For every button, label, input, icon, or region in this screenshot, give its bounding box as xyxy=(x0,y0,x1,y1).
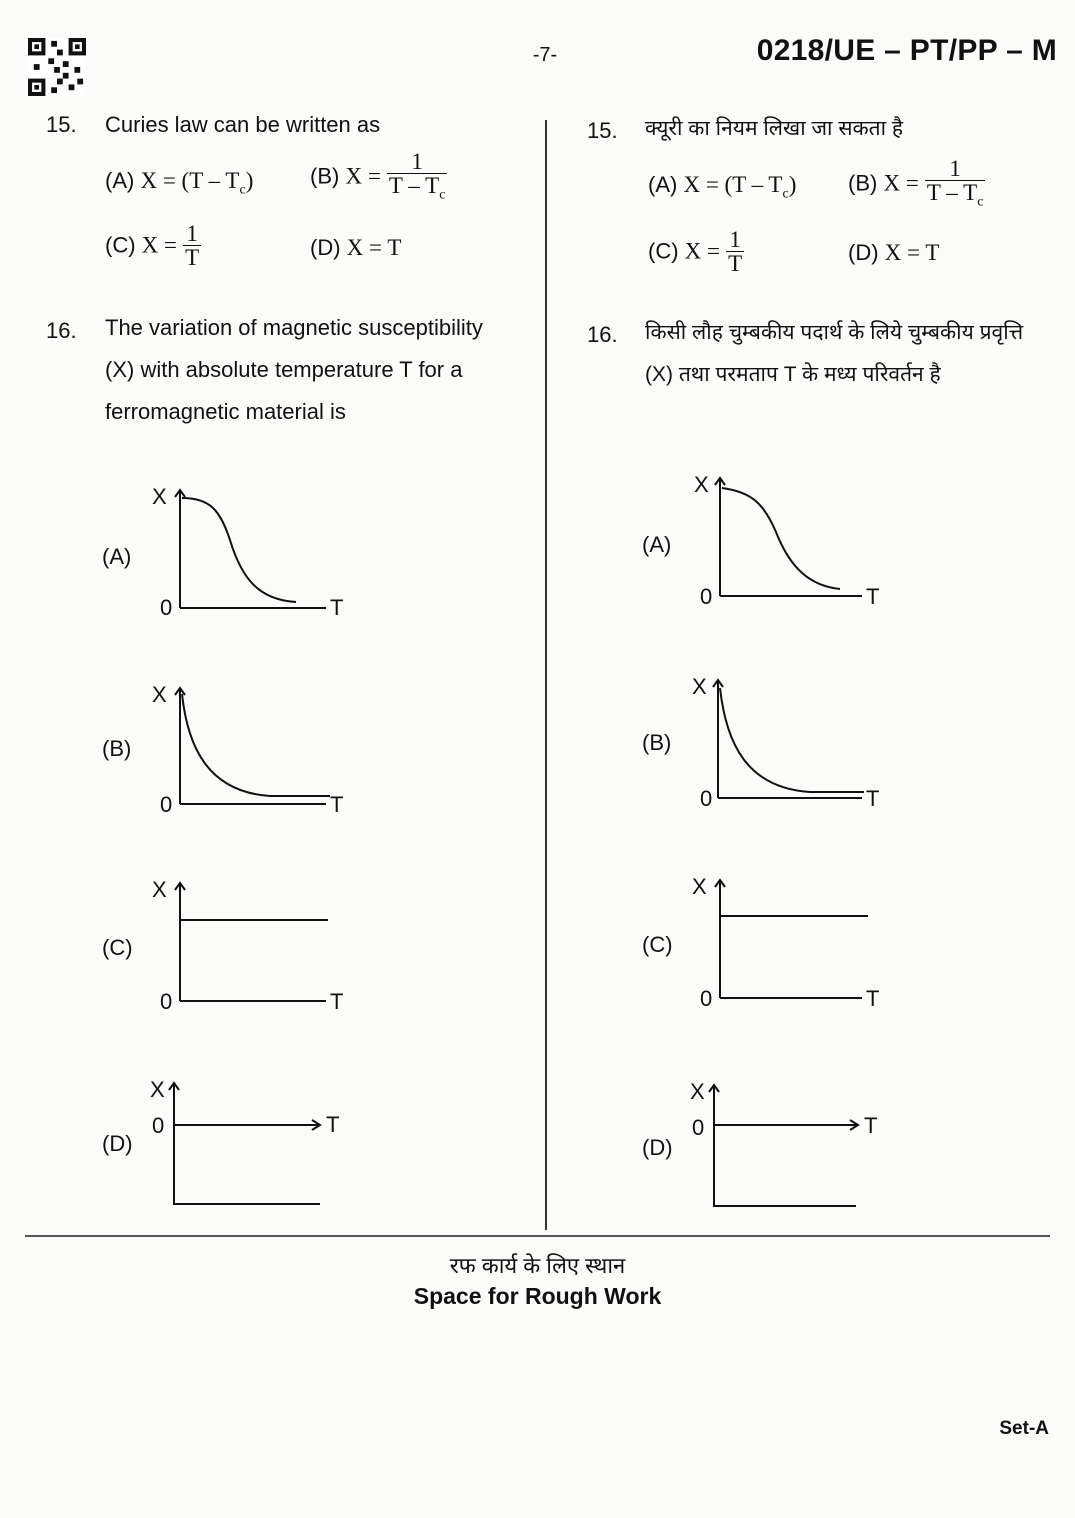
right-graph-b xyxy=(640,672,900,812)
left-q15-text: Curies law can be written as xyxy=(105,112,381,137)
left-q15-number: 15. xyxy=(46,112,77,137)
y-axis-label: X xyxy=(152,682,167,707)
option-label: (A) xyxy=(642,532,672,557)
fraction xyxy=(925,157,986,210)
option-a-text: X = (T – T xyxy=(140,168,240,193)
subscript: c xyxy=(239,182,246,198)
rough-work-hindi: रफ कार्य के लिए स्थान xyxy=(449,1253,626,1278)
option-label: (B) xyxy=(310,163,340,189)
left-q16-number: 16. xyxy=(46,318,77,343)
numerator: 1 xyxy=(183,222,201,246)
option-label: (A) xyxy=(102,544,132,569)
option-label: (C) xyxy=(648,238,679,264)
left-q15-option-d xyxy=(310,235,401,261)
right-q15-option-a xyxy=(648,172,796,203)
curve xyxy=(182,498,296,602)
option-label: (D) xyxy=(642,1135,673,1160)
option-label: (C) xyxy=(642,932,673,957)
curve xyxy=(182,694,330,796)
option-label: (D) xyxy=(102,1131,133,1156)
y-axis-label: X xyxy=(152,484,167,509)
y-axis-label: X xyxy=(694,472,709,497)
page-number: -7- xyxy=(532,44,558,66)
fraction xyxy=(183,222,201,269)
option-label: (B) xyxy=(848,170,878,196)
subscript: c xyxy=(782,186,789,202)
origin-label: 0 xyxy=(160,792,173,817)
numerator: 1 xyxy=(925,157,986,181)
x-axis-label: T xyxy=(864,1113,878,1138)
curve xyxy=(720,688,864,792)
denominator: T – T xyxy=(388,173,440,198)
x-axis-label: T xyxy=(330,989,344,1014)
paren: ) xyxy=(788,172,797,197)
origin-label: 0 xyxy=(160,989,173,1014)
left-graph-a xyxy=(100,480,360,620)
x-axis-label: T xyxy=(866,584,880,609)
left-q16-line1: The variation of magnetic susceptibility xyxy=(105,315,483,340)
footer-divider xyxy=(25,1235,1050,1237)
origin-label: 0 xyxy=(700,986,713,1010)
rough-work-english: Space for Rough Work xyxy=(413,1283,662,1309)
option-d-text: X = T xyxy=(884,240,940,265)
origin-label: 0 xyxy=(700,786,713,811)
column-divider xyxy=(545,120,547,1230)
y-axis-label: X xyxy=(692,874,707,899)
option-c-lhs: X = xyxy=(684,238,721,264)
denominator: T – T xyxy=(926,180,978,205)
left-q16-line2: (X) with absolute temperature T for a xyxy=(105,357,463,382)
set-label: Set-A xyxy=(999,1418,1049,1439)
option-b-lhs: X = xyxy=(345,163,381,189)
paper-code: 0218/UE – PT/PP – M xyxy=(756,34,1057,67)
y-axis-label: X xyxy=(152,877,167,902)
x-axis-label: T xyxy=(326,1112,340,1137)
subscript: c xyxy=(977,194,984,210)
numerator: 1 xyxy=(387,150,448,174)
denominator: T xyxy=(728,251,743,276)
x-axis-label: T xyxy=(866,786,880,811)
right-q15-option-b xyxy=(848,157,985,210)
y-axis-label: X xyxy=(692,674,707,699)
option-d-text: X = T xyxy=(346,235,402,260)
right-graph-a xyxy=(640,470,900,610)
paren: ) xyxy=(245,168,254,193)
right-q15-option-c xyxy=(648,228,744,275)
right-q15-text: क्यूरी का नियम लिखा जा सकता है xyxy=(645,117,904,140)
left-q15-option-b xyxy=(310,150,447,203)
numerator: 1 xyxy=(726,228,744,252)
right-graph-c xyxy=(640,870,900,1010)
option-label: (D) xyxy=(848,240,879,265)
left-q16-line3: ferromagnetic material is xyxy=(105,399,346,424)
y-axis-label: X xyxy=(690,1079,705,1104)
origin-label: 0 xyxy=(700,584,713,609)
subscript: c xyxy=(439,187,446,203)
option-label: (C) xyxy=(105,232,136,258)
right-q16-line2: (X) तथा परमताप T के मध्य परिवर्तन है xyxy=(645,363,941,386)
right-q16-number: 16. xyxy=(587,322,618,347)
origin-label: 0 xyxy=(160,595,173,620)
right-q16-line1: किसी लौह चुम्बकीय पदार्थ के लिये चुम्बकीय प्रवृत्ति xyxy=(645,321,1024,344)
right-graph-d xyxy=(640,1075,900,1215)
y-axis-label: X xyxy=(150,1077,165,1102)
option-label: (B) xyxy=(102,736,132,761)
x-axis-label: T xyxy=(330,595,344,620)
left-q15-option-a xyxy=(105,168,253,199)
left-graph-b xyxy=(100,680,360,820)
option-a-text: X = (T – T xyxy=(683,172,783,197)
option-label: (B) xyxy=(642,730,672,755)
option-b-lhs: X = xyxy=(883,170,919,196)
fraction xyxy=(726,228,744,275)
option-label: (C) xyxy=(102,935,133,960)
qr-code xyxy=(28,38,86,96)
fraction xyxy=(387,150,448,203)
x-axis-label: T xyxy=(330,792,344,817)
right-q15-option-d xyxy=(848,240,939,266)
option-label: (D) xyxy=(310,235,341,260)
origin-label: 0 xyxy=(152,1113,165,1138)
x-axis-label: T xyxy=(866,986,880,1010)
left-graph-d xyxy=(100,1075,360,1215)
option-label: (A) xyxy=(648,172,678,197)
option-label: (A) xyxy=(105,168,135,193)
origin-label: 0 xyxy=(692,1115,705,1140)
option-c-lhs: X = xyxy=(141,232,178,258)
denominator: T xyxy=(185,245,200,270)
left-graph-c xyxy=(100,875,360,1015)
left-q15-option-c xyxy=(105,222,201,269)
right-q15-number: 15. xyxy=(587,118,618,143)
curve xyxy=(722,488,840,589)
